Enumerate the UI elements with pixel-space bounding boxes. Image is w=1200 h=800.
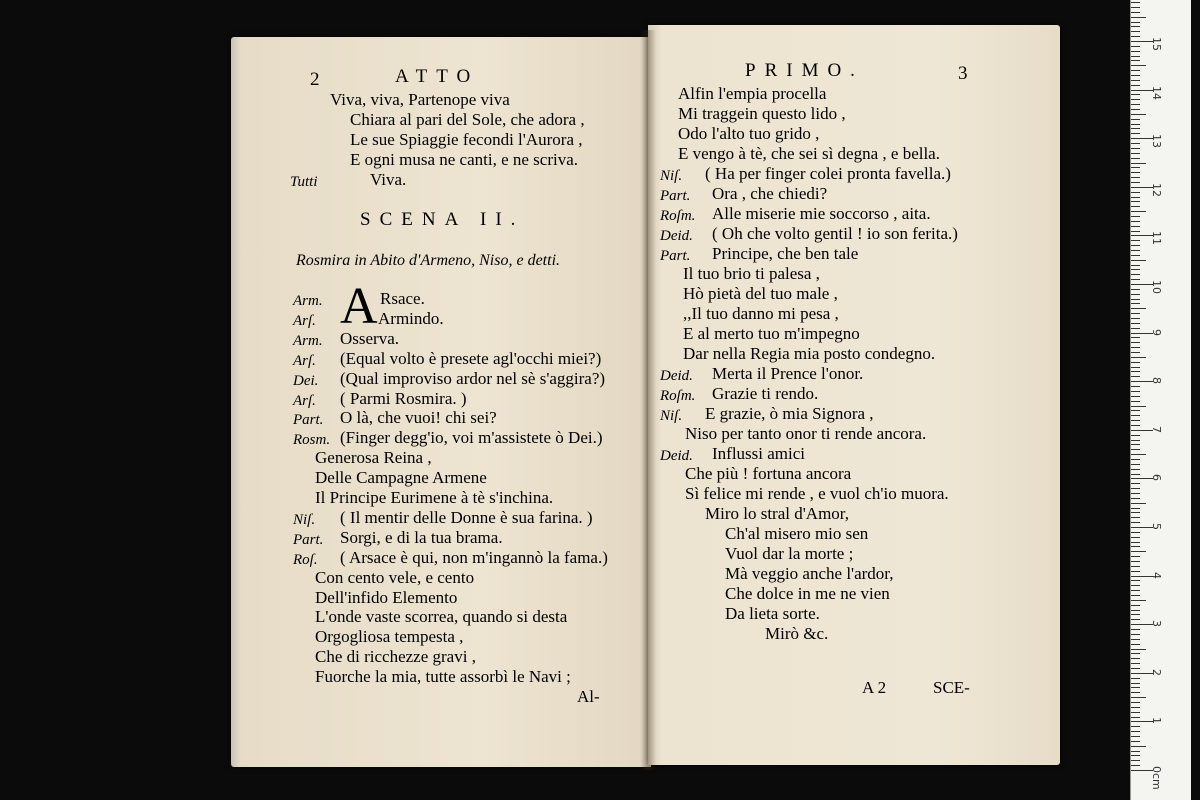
dialogue-line: ( Il mentir delle Donne è sua farina. )	[340, 507, 593, 527]
ruler-tick	[1131, 406, 1146, 407]
speaker-label: Part.	[660, 188, 691, 204]
ruler-tick	[1131, 474, 1140, 475]
ruler-tick	[1131, 454, 1146, 455]
verse-line: Le sue Spiaggie fecondi l'Aurora ,	[350, 130, 583, 149]
dialogue-line: Che dolce in me ne vien	[725, 584, 890, 603]
ruler-tick	[1131, 279, 1140, 280]
ruler-tick	[1131, 571, 1140, 572]
ruler-tick	[1131, 289, 1140, 290]
measurement-ruler	[1130, 0, 1191, 800]
ruler-tick	[1131, 260, 1146, 261]
ruler-label: 0cm	[1150, 766, 1163, 790]
speaker-label: Deid.	[660, 368, 693, 384]
speaker-label: Part.	[293, 412, 324, 429]
ruler-tick	[1131, 444, 1140, 445]
dialogue-line: Armindo.	[378, 308, 444, 328]
ruler-tick	[1131, 216, 1140, 217]
dialogue-line: Grazie ti rendo.	[712, 384, 819, 403]
ruler-tick	[1131, 85, 1140, 86]
ruler-tick	[1131, 221, 1140, 222]
ruler-tick	[1131, 663, 1140, 664]
ruler-tick	[1131, 649, 1146, 650]
dialogue-line: E al merto tuo m'impegno	[683, 324, 860, 343]
dialogue-line: Ora , che chiedi?	[712, 184, 828, 203]
ruler-tick	[1131, 493, 1140, 494]
ruler-label: 5	[1150, 523, 1163, 530]
ruler-tick	[1131, 532, 1140, 533]
ruler-tick	[1131, 522, 1140, 523]
ruler-tick	[1131, 211, 1146, 212]
ruler-tick	[1131, 605, 1140, 606]
ruler-tick	[1131, 128, 1140, 129]
dialogue-line: Mi traggein questo lido ,	[678, 104, 846, 123]
dialogue-line: Sì felice mi rende , e vuol ch'io muora.	[685, 484, 949, 503]
dialogue-line: Con cento vele, e cento	[315, 567, 475, 587]
ruler-tick	[1131, 119, 1140, 120]
dialogue-line: Mirò &c.	[765, 624, 829, 643]
ruler-tick	[1131, 512, 1140, 513]
ruler-tick	[1131, 425, 1140, 426]
left-running-head: ATTO	[395, 66, 480, 87]
dialogue-line: Delle Campagne Armene	[315, 468, 487, 488]
ruler-label: 15	[1150, 37, 1163, 51]
ruler-tick	[1131, 760, 1140, 761]
verse-line: Viva.	[370, 170, 407, 189]
ruler-tick	[1131, 517, 1140, 518]
ruler-tick	[1131, 668, 1140, 669]
speaker-label: Arm.	[293, 332, 323, 349]
speaker-label: Rosm.	[293, 432, 331, 449]
ruler-tick	[1131, 508, 1140, 509]
ruler-tick	[1131, 347, 1140, 348]
ruler-label: 3	[1150, 620, 1163, 628]
speaker-label: Deid.	[660, 228, 693, 244]
ruler-tick	[1131, 357, 1146, 358]
ruler-tick	[1131, 498, 1140, 499]
ruler-label: 12	[1150, 182, 1163, 197]
ruler-tick	[1131, 255, 1140, 256]
ruler-tick	[1131, 352, 1140, 353]
ruler-tick	[1131, 401, 1140, 402]
ruler-tick	[1131, 546, 1140, 547]
ruler-tick	[1131, 167, 1140, 168]
left-page-number: 2	[310, 69, 320, 90]
ruler-tick	[1131, 303, 1140, 304]
ruler-tick	[1131, 644, 1140, 645]
ruler-label: 11	[1150, 231, 1163, 246]
speaker-label: Roſ.	[293, 551, 318, 568]
dialogue-line: ( Parmi Rosmira. )	[340, 388, 467, 408]
ruler-tick	[1131, 197, 1140, 198]
ruler-tick	[1131, 362, 1140, 363]
ruler-tick	[1131, 537, 1140, 538]
speaker-label: Dei.	[293, 372, 319, 389]
ruler-tick	[1131, 483, 1140, 484]
ruler-tick	[1131, 94, 1140, 95]
dialogue-line: Generosa Reina ,	[315, 448, 432, 468]
ruler-tick	[1131, 610, 1140, 611]
verse-line: E ogni musa ne canti, e ne scriva.	[350, 150, 579, 169]
ruler-tick	[1131, 313, 1140, 314]
dialogue-line: O là, che vuoi! chi sei?	[340, 408, 497, 428]
ruler-tick	[1131, 299, 1140, 300]
ruler-tick	[1131, 250, 1140, 251]
book-gutter	[640, 30, 656, 770]
ruler-tick	[1131, 386, 1140, 387]
ruler-tick	[1131, 391, 1140, 392]
ruler-tick	[1131, 31, 1140, 32]
ruler-label: 1	[1150, 717, 1163, 725]
ruler-tick	[1131, 420, 1140, 421]
ruler-tick	[1131, 410, 1140, 411]
speaker-label: Arſ.	[293, 312, 316, 329]
ruler-tick	[1131, 80, 1140, 81]
ruler-tick	[1131, 551, 1146, 552]
dialogue-line: Vuol dar la morte ;	[725, 544, 854, 563]
dialogue-line: Mà veggio anche l'ardor,	[725, 564, 894, 583]
ruler-tick	[1131, 692, 1140, 693]
right-catchword: SCE-	[933, 678, 970, 697]
stage-direction: Rosmira in Abito d'Armeno, Niso, e detti.	[296, 252, 561, 269]
dialogue-line: (Equal volto è presete agl'occhi miei?)	[340, 348, 602, 368]
ruler-tick	[1131, 556, 1140, 557]
ruler-tick	[1131, 585, 1140, 586]
dialogue-line: ( Oh che volto gentil ! io son ferita.)	[712, 224, 958, 243]
ruler-tick	[1131, 717, 1140, 718]
ruler-tick	[1131, 22, 1140, 23]
ruler-label: 7	[1150, 425, 1163, 433]
left-catchword: Al-	[577, 687, 600, 706]
ruler-tick	[1131, 109, 1140, 110]
ruler-tick	[1131, 337, 1140, 338]
ruler-tick	[1131, 367, 1140, 368]
ruler-tick	[1131, 687, 1140, 688]
dialogue-line: Hò pietà del tuo male ,	[683, 284, 838, 303]
ruler-label: 6	[1150, 474, 1163, 482]
right-page-number: 3	[958, 63, 968, 84]
dialogue-line: Dell'infido Elemento	[315, 587, 458, 607]
speaker-label: Roſm.	[660, 208, 696, 224]
ruler-tick	[1131, 240, 1140, 241]
ruler-label: 8	[1150, 377, 1163, 385]
ruler-tick	[1131, 746, 1146, 747]
ruler-tick	[1131, 731, 1140, 732]
dialogue-line: Orgogliosa tempesta ,	[315, 627, 464, 647]
ruler-tick	[1131, 697, 1146, 698]
dialogue-line: Che più ! fortuna ancora	[685, 464, 852, 483]
ruler-tick	[1131, 707, 1140, 708]
speaker-label: Arſ.	[293, 352, 316, 369]
ruler-tick	[1131, 36, 1140, 37]
ruler-tick	[1131, 206, 1140, 207]
dialogue-line: Merta il Prence l'onor.	[712, 364, 864, 383]
dialogue-line: Da lieta sorte.	[725, 604, 820, 623]
dialogue-line: Il tuo brio ti palesa ,	[683, 264, 820, 283]
dialogue-line: (Finger degg'io, voi m'assistete ò Dei.)	[340, 428, 603, 448]
dialogue-line: Alfin l'empia procella	[678, 84, 827, 103]
ruler-tick	[1131, 755, 1140, 756]
ruler-tick	[1131, 741, 1140, 742]
ruler-tick	[1131, 226, 1140, 227]
ruler-tick	[1131, 342, 1140, 343]
ruler-tick	[1131, 503, 1146, 504]
ruler-tick	[1131, 269, 1140, 270]
ruler-label: 10	[1150, 280, 1163, 294]
ruler-tick	[1131, 726, 1140, 727]
ruler-tick	[1131, 231, 1140, 232]
ruler-tick	[1131, 153, 1140, 154]
speaker-label: Niſ.	[660, 168, 683, 184]
ruler-tick	[1131, 542, 1140, 543]
dialogue-line: Influssi amici	[712, 444, 806, 463]
right-running-head: PRIMO.	[745, 60, 864, 81]
ruler-tick	[1131, 765, 1140, 766]
ruler-tick	[1131, 65, 1146, 66]
dialogue-line: Dar nella Regia mia posto condegno.	[683, 344, 936, 363]
ruler-tick	[1131, 158, 1140, 159]
ruler-tick	[1131, 619, 1140, 620]
ruler-tick	[1131, 148, 1140, 149]
ruler-tick	[1131, 600, 1146, 601]
speaker-label: Tutti	[290, 174, 318, 190]
ruler-tick	[1131, 459, 1140, 460]
ruler-tick	[1131, 56, 1140, 57]
ruler-tick	[1131, 172, 1140, 173]
dialogue-line: Niso per tanto onor ti rende ancora.	[685, 424, 927, 443]
dialogue-line: (Qual improviso ardor nel sè s'aggira?)	[340, 368, 606, 388]
dialogue-line: Ch'al misero mio sen	[725, 524, 869, 543]
dialogue-line: E grazie, ò mia Signora ,	[705, 404, 874, 423]
ruler-tick	[1131, 2, 1140, 3]
speaker-label: Part.	[660, 248, 691, 264]
dialogue-line: ( Arsace è qui, non m'ingannò la fama.)	[340, 547, 608, 567]
speaker-label: Part.	[293, 531, 324, 548]
signature-mark: A 2	[862, 678, 887, 697]
ruler-tick	[1131, 464, 1140, 465]
ruler-tick	[1131, 60, 1140, 61]
speaker-label: Arm.	[293, 293, 323, 309]
speaker-label: Roſm.	[660, 388, 696, 404]
ruler-tick	[1131, 201, 1140, 202]
ruler-tick	[1131, 192, 1140, 193]
ruler-tick	[1131, 736, 1140, 737]
ruler-label: 4	[1150, 571, 1163, 579]
dialogue-line: E vengo à tè, che sei sì degna , e bella.	[678, 144, 940, 163]
ruler-tick	[1131, 376, 1140, 377]
dialogue-line: Odo l'alto tuo grido ,	[678, 124, 820, 143]
ruler-tick	[1131, 712, 1140, 713]
ruler-tick	[1131, 12, 1140, 13]
ruler-tick	[1131, 318, 1140, 319]
ruler-label: 14	[1150, 85, 1163, 100]
ruler-tick	[1131, 440, 1140, 441]
dialogue-line: Che di ricchezze gravi ,	[315, 647, 476, 667]
ruler-tick	[1131, 580, 1140, 581]
speaker-label: Deid.	[660, 448, 693, 464]
scene-title: SCENA II.	[360, 209, 525, 230]
speaker-label: Niſ.	[293, 511, 316, 528]
dialogue-line: Miro lo stral d'Amor,	[705, 504, 850, 523]
speaker-label: Niſ.	[660, 408, 683, 424]
ruler-tick	[1131, 308, 1146, 309]
ruler-label: 9	[1150, 328, 1163, 336]
ruler-tick	[1131, 7, 1140, 8]
ruler-tick	[1131, 639, 1140, 640]
drop-cap: A	[340, 278, 378, 335]
dialogue-line: Rsace.	[380, 289, 425, 308]
ruler-tick	[1131, 70, 1140, 71]
ruler-tick	[1131, 435, 1140, 436]
ruler-tick	[1131, 678, 1140, 679]
ruler-tick	[1131, 124, 1140, 125]
ruler-tick	[1131, 488, 1140, 489]
ruler-tick	[1131, 26, 1140, 27]
verse-line: Chiara al pari del Sole, che adora ,	[350, 110, 585, 129]
ruler-tick	[1131, 294, 1140, 295]
ruler-tick	[1131, 99, 1140, 100]
ruler-tick	[1131, 449, 1140, 450]
ruler-tick	[1131, 469, 1140, 470]
dialogue-line: ( Ha per finger colei pronta favella.)	[705, 164, 951, 183]
ruler-tick	[1131, 702, 1140, 703]
ruler-tick	[1131, 46, 1140, 47]
dialogue-line: Il Principe Eurimene à tè s'inchina.	[315, 488, 554, 507]
ruler-tick	[1131, 133, 1140, 134]
ruler-tick	[1131, 143, 1140, 144]
ruler-tick	[1131, 274, 1140, 275]
ruler-tick	[1131, 323, 1140, 324]
ruler-tick	[1131, 245, 1140, 246]
verse-line: Viva, viva, Partenope viva	[330, 90, 510, 109]
dialogue-line: Sorgi, e di la tua brama.	[340, 527, 503, 547]
ruler-tick	[1131, 634, 1140, 635]
ruler-tick	[1131, 104, 1140, 105]
ruler-tick	[1131, 683, 1140, 684]
ruler-tick	[1131, 163, 1146, 164]
ruler-tick	[1131, 629, 1140, 630]
ruler-tick	[1131, 75, 1140, 76]
ruler-tick	[1131, 177, 1140, 178]
ruler-tick	[1131, 328, 1140, 329]
ruler-tick	[1131, 371, 1140, 372]
ruler-tick	[1131, 265, 1140, 266]
dialogue-line: L'onde vaste scorrea, quando si desta	[315, 607, 568, 627]
dialogue-line: Osserva.	[340, 328, 400, 348]
ruler-tick	[1131, 614, 1140, 615]
ruler-tick	[1131, 653, 1140, 654]
ruler-tick	[1131, 566, 1140, 567]
ruler-label: 13	[1150, 134, 1163, 149]
ruler-tick	[1131, 751, 1140, 752]
dialogue-line: ,,Il tuo danno mi pesa ,	[683, 304, 839, 323]
dialogue-line: Fuorche la mia, tutte assorbì le Navi ;	[315, 667, 571, 687]
ruler-tick	[1131, 595, 1140, 596]
speaker-label: Arſ.	[293, 392, 316, 409]
ruler-tick	[1131, 415, 1140, 416]
ruler-tick	[1131, 51, 1140, 52]
ruler-tick	[1131, 561, 1140, 562]
ruler-tick	[1131, 590, 1140, 591]
ruler-tick	[1131, 396, 1140, 397]
ruler-tick	[1131, 182, 1140, 183]
ruler-tick	[1131, 114, 1146, 115]
dialogue-line: Alle miserie mie soccorso , aita.	[712, 204, 931, 223]
ruler-label: 2	[1150, 668, 1163, 676]
ruler-tick	[1131, 658, 1140, 659]
dialogue-line: Principe, che ben tale	[712, 244, 859, 263]
ruler-tick	[1131, 17, 1146, 18]
